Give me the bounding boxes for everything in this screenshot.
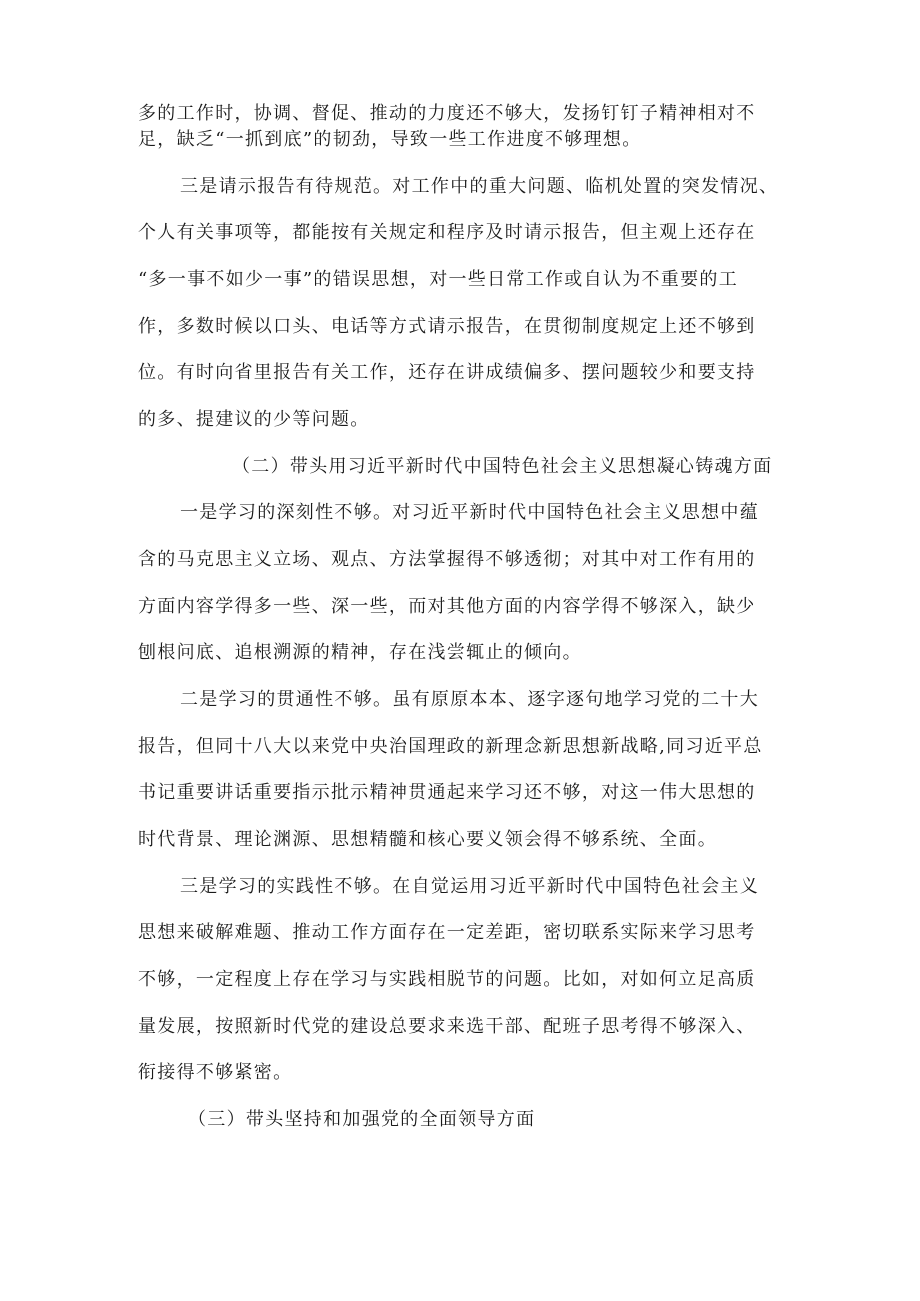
section-heading-2: （二）带头用习近平新时代中国特色社会主义思想凝心铸魂方面 bbox=[232, 456, 773, 477]
text-line: 书记重要讲话重要指示批示精神贯通起来学习还不够，对这一伟大思想的 bbox=[138, 782, 756, 803]
text-line: 足，缺乏“一抓到底”的韧劲，导致一些工作进度不够理想。 bbox=[138, 129, 642, 150]
section-heading-3: （三）带头坚持和加强党的全面领导方面 bbox=[188, 1109, 536, 1130]
paragraph-start-line: 一是学习的深刻性不够。对习近平新时代中国特色社会主义思想中蕴 bbox=[180, 502, 759, 523]
text-line: 方面内容学得多一些、深一些，而对其他方面的内容学得不够深入，缺少 bbox=[138, 596, 756, 617]
text-line: 多的工作时，协调、督促、推动的力度还不够大，发扬钉钉子精神相对不 bbox=[138, 103, 756, 124]
text-line: 个人有关事项等，都能按有关规定和程序及时请示报告，但主观上还存在 bbox=[138, 222, 756, 243]
text-line: 不够，一定程度上存在学习与实践相脱节的问题。比如，对如何立足高质 bbox=[138, 969, 756, 990]
text-line: “多一事不如少一事”的错误思想，对一些日常工作或自认为不重要的工 bbox=[138, 269, 739, 290]
text-line: 思想来破解难题、推动工作方面存在一定差距，密切联系实际来学习思考 bbox=[138, 922, 756, 943]
text-line: 刨根问底、追根溯源的精神，存在浅尝辄止的倾向。 bbox=[138, 642, 582, 663]
text-line: 报告，但同十八大以来党中央治国理政的新理念新思想新战略,同习近平总 bbox=[138, 736, 763, 757]
paragraph-start-line: 三是学习的实践性不够。在自觉运用习近平新时代中国特色社会主义 bbox=[180, 876, 759, 897]
text-line: 衔接得不够紧密。 bbox=[138, 1062, 293, 1083]
text-line: 的多、提建议的少等问题。 bbox=[138, 409, 370, 430]
text-line: 作，多数时候以口头、电话等方式请示报告，在贯彻制度规定上还不够到 bbox=[138, 316, 756, 337]
text-line: 位。有时向省里报告有关工作，还存在讲成绩偏多、摆问题较少和要支持 bbox=[138, 362, 756, 383]
text-line: 时代背景、理论渊源、思想精髓和核心要义领会得不够系统、全面。 bbox=[138, 829, 717, 850]
paragraph-start-line: 二是学习的贯通性不够。虽有原原本本、逐字逐句地学习党的二十大 bbox=[180, 689, 759, 710]
text-line: 含的马克思主义立场、观点、方法掌握得不够透彻；对其中对工作有用的 bbox=[138, 549, 756, 570]
text-line: 量发展，按照新时代党的建设总要求来选干部、配班子思考得不够深入、 bbox=[138, 1016, 756, 1037]
paragraph-start-line: 三是请示报告有待规范。对工作中的重大问题、临机处置的突发情况、 bbox=[180, 176, 779, 197]
